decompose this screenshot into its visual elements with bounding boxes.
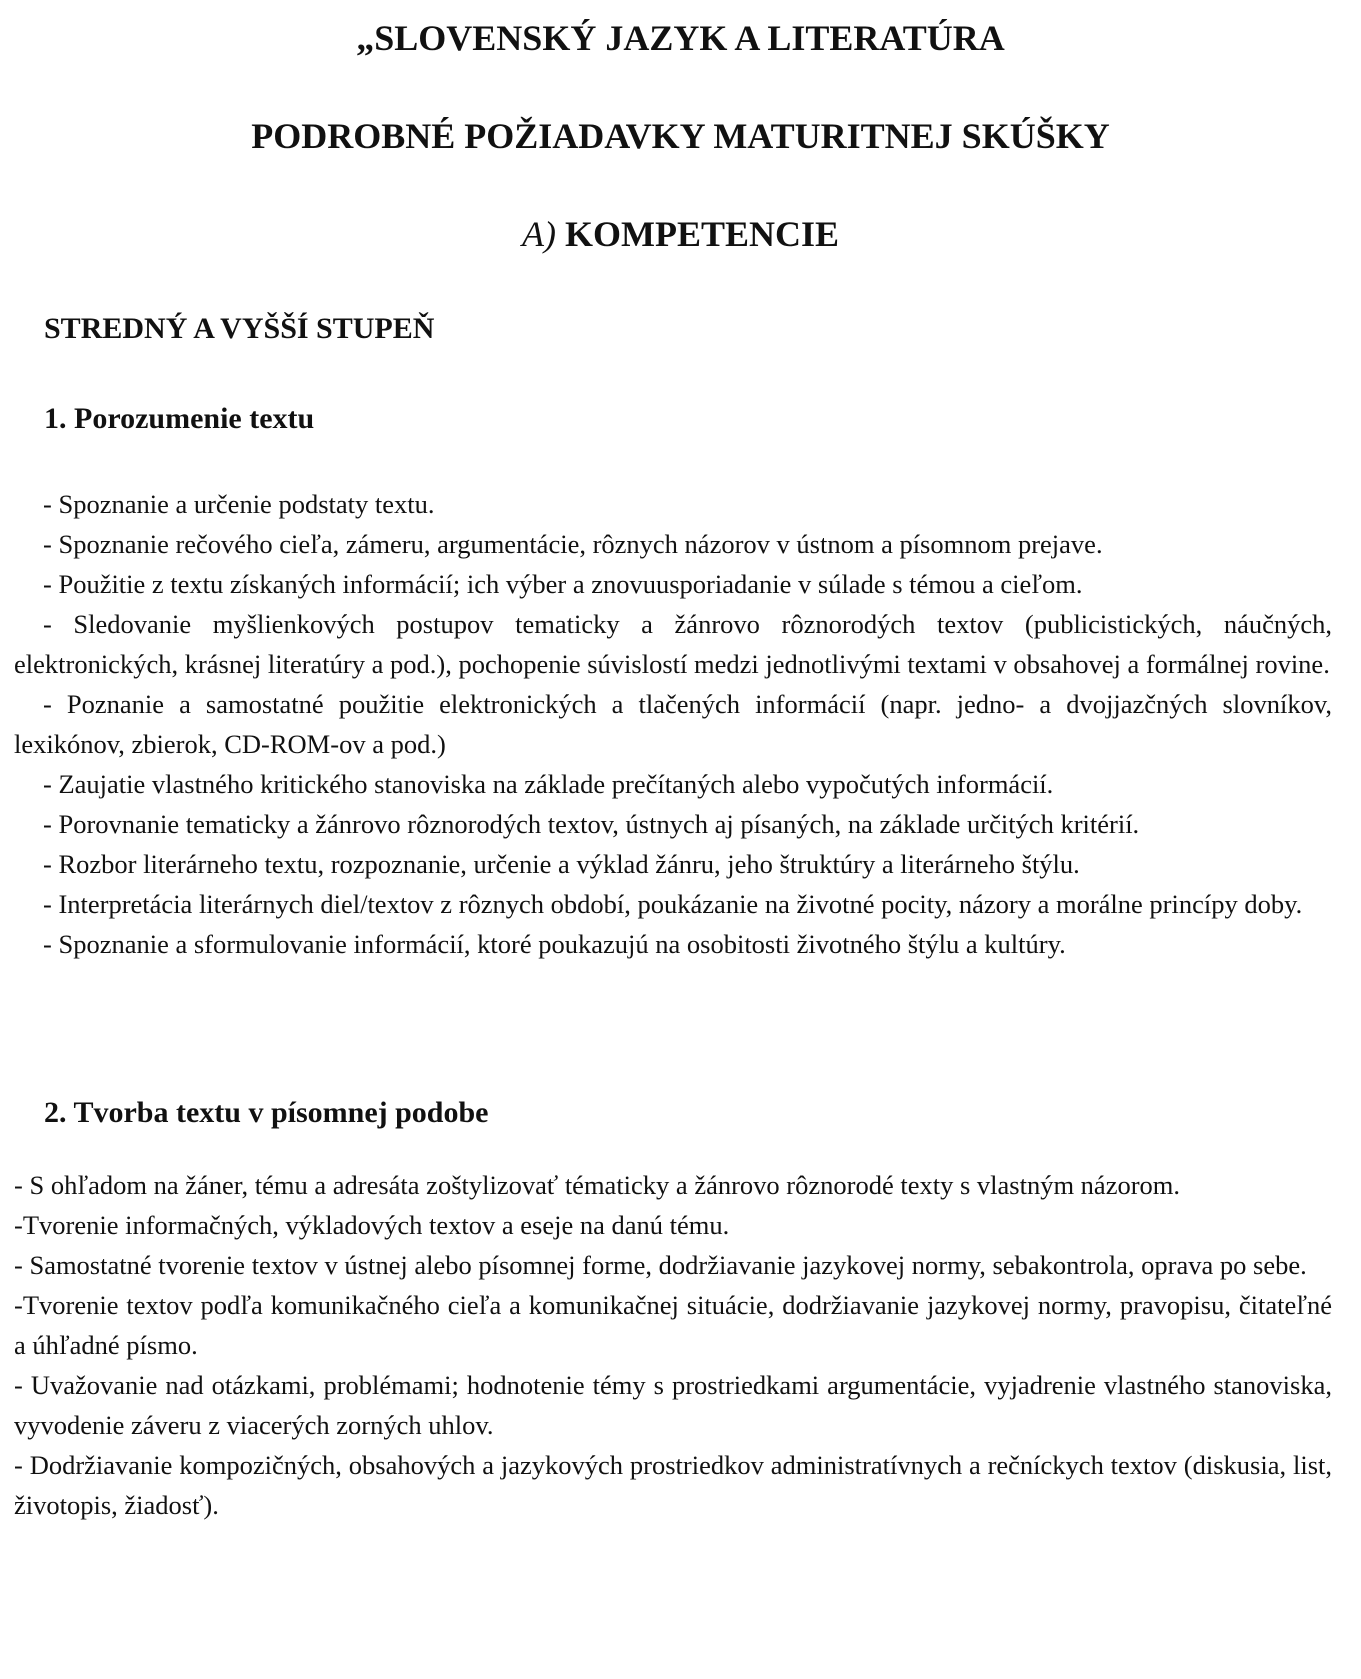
list-item: - Uvažovanie nad otázkami, problémami; hodnotenie témy s prostriedkami argumentácie, vyjadrenie vlastného stanoviska, vyvodenie záveru z viacerých zorných uhlov. bbox=[14, 1370, 1332, 1440]
section-heading-1: 1. Porozumenie textu bbox=[44, 402, 315, 435]
list-item: -Tvorenie textov podľa komunikačného cieľa a komunikačnej situácie, dodržiavanie jazykovej normy, pravopisu, čitateľné a úhľadné písmo. bbox=[14, 1290, 1332, 1360]
list-item: - Interpretácia literárnych diel/textov z rôznych období, poukázanie na životné pocity, názory a morálne princípy doby. bbox=[43, 889, 1303, 919]
section-2-list bbox=[14, 1165, 1332, 1525]
level-heading: STREDNÝ A VYŠŠÍ STUPEŇ bbox=[44, 312, 435, 345]
document-subtitle: PODROBNÉ POŽIADAVKY MATURITNEJ SKÚŠKY bbox=[251, 116, 1110, 156]
part-title: KOMPETENCIE bbox=[564, 214, 839, 254]
section-1-list bbox=[14, 484, 1332, 964]
list-item: - S ohľadom na žáner, tému a adresáta zoštylizovať tématicky a žánrovo rôznorodé texty s vlastným názorom. bbox=[14, 1170, 1181, 1200]
list-item: - Dodržiavanie kompozičných, obsahových a jazykových prostriedkov administratívnych a rečníckych textov (diskusia, list, životopis, žiadosť). bbox=[14, 1450, 1332, 1520]
list-item: - Použitie z textu získaných informácií; ich výber a znovuusporiadanie v súlade s témou a cieľom. bbox=[43, 569, 1083, 599]
list-item: - Zaujatie vlastného kritického stanoviska na základe prečítaných alebo vypočutých informácií. bbox=[43, 769, 1054, 799]
list-item: - Samostatné tvorenie textov v ústnej alebo písomnej forme, dodržiavanie jazykovej normy, sebakontrola, oprava po sebe. bbox=[14, 1250, 1307, 1280]
list-item: - Spoznanie a určenie podstaty textu. bbox=[43, 489, 435, 519]
list-item: - Porovnanie tematicky a žánrovo rôznorodých textov, ústnych aj písaných, na základe určitých kritérií. bbox=[43, 809, 1140, 839]
list-item: - Spoznanie rečového cieľa, zámeru, argumentácie, rôznych názorov v ústnom a písomnom prejave. bbox=[43, 529, 1103, 559]
list-item: - Rozbor literárneho textu, rozpoznanie, určenie a výklad žánru, jeho štruktúry a literárneho štýlu. bbox=[43, 849, 1080, 879]
list-item: - Spoznanie a sformulovanie informácií, ktoré poukazujú na osobitosti životného štýlu a kultúry. bbox=[43, 929, 1066, 959]
section-heading-2: 2. Tvorba textu v písomnej podobe bbox=[44, 1096, 489, 1129]
list-item: -Tvorenie informačných, výkladových textov a eseje na danú tému. bbox=[14, 1210, 730, 1240]
list-item: - Poznanie a samostatné použitie elektronických a tlačených informácií (napr. jedno- a dvojjazčných slovníkov, lexikónov, zbierok, CD-ROM-ov a pod.) bbox=[14, 689, 1332, 759]
document-title: „SLOVENSKÝ JAZYK A LITERATÚRA bbox=[356, 18, 1005, 58]
list-item: - Sledovanie myšlienkových postupov tematicky a žánrovo rôznorodých textov (publicistických, náučných, elektronických, krásnej literatúry a pod.), pochopenie súvislostí medzi jednotlivými textami v obsahovej a formálnej rovine. bbox=[14, 609, 1332, 679]
part-heading bbox=[0, 214, 1361, 254]
part-letter: A) bbox=[521, 214, 556, 254]
